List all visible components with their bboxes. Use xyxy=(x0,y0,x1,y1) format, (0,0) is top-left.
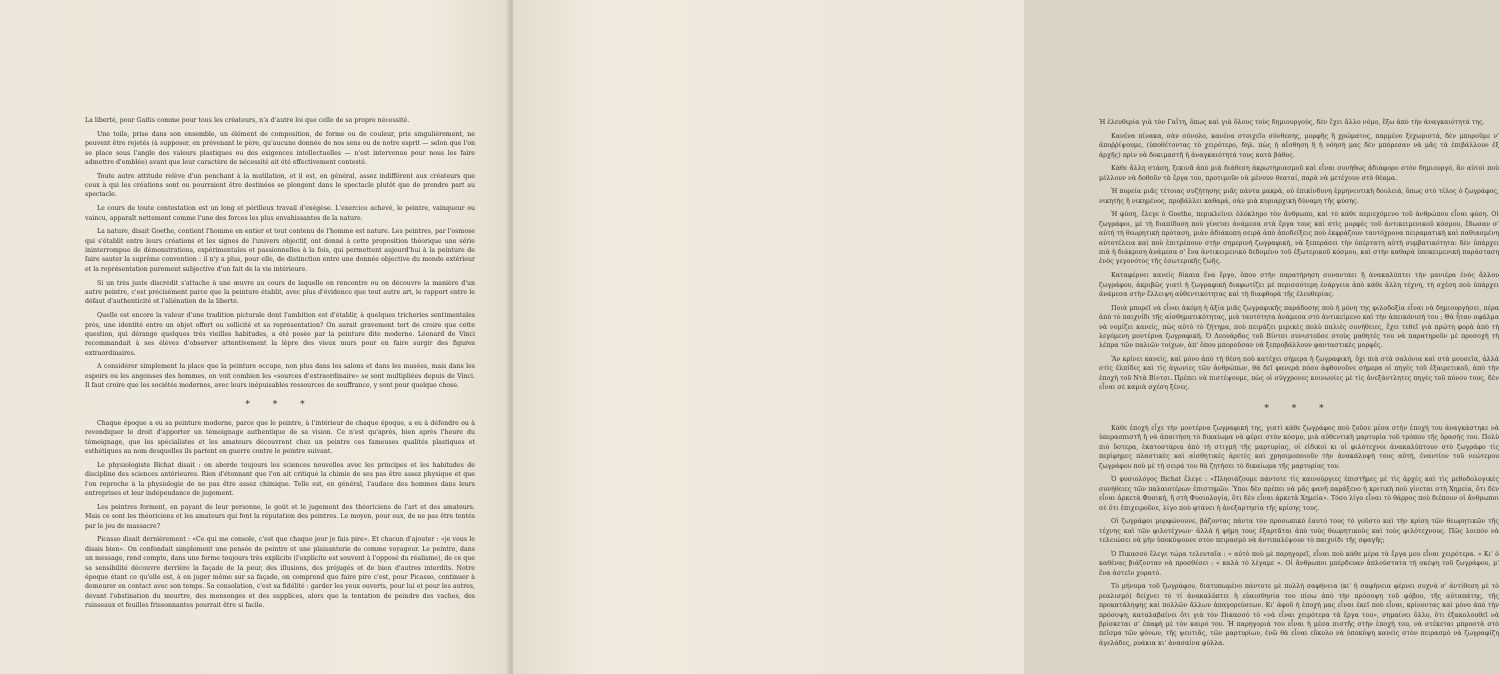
paragraph: Ἡ πορεία μιᾶς τέτοιας συζήτησης μιᾶς πάντα μακρὰ, οὐ ἐπικίνδυνη ἑρμηνευτικὴ δουλειά, ὅπως στὸ τέλος ὁ ζωγράφος, νικητὴς ἢ νικημένος, προβάλλει καθαρά, σὰν μιὰ κυριαρχικὴ δύναμη τῆς φύσης. xyxy=(1099,188,1499,205)
paragraph: Picasso disait dernièrement : «Ce qui me console, c'est que chaque jour je fais pire». Et chacun d'ajouter : «je vous le disais bien». On confondait simplement une pensée de peintre et une plaisanterie de comme voyageur. Le peintre, dans un message, rend compte, dans une forme toujours très explicite (l'explicite est souvent à l'opposé du réalisme), de ce que sa sensibilité découvre derrière la façade de la peur, des illusions, des préjugés et de bien d'autres interdits. Notre époque étant ce qu'elle est, à en juger même sur sa façade, on comprend que faire pire c'est, pour Picasso, continuer à demeurer en contact avec son temps. Sa consolation, c'est sa fidélité : garder les yeux ouverts, pour lui et pour les autres, devant l'obstination du meurtre, des mensonges et des supplices, alors que la tentation de peindre des vaches, des ruisseaux et feuilles frissonnantes pourrait être si facile. xyxy=(85,536,475,610)
paragraph: La liberté, pour Gaitis comme pour tous les créateurs, n'a d'autre loi que celle de sa propre nécessité. xyxy=(85,117,410,124)
paragraph: Ἂν κρίνει κανείς, καὶ μόνο ἀπὸ τὴ θέση ποὺ κατέχει σήμερα ἡ ζωγραφική, ὄχι πιὰ στὰ σαλόνια καὶ στὰ μουσεῖα, ἀλλὰ στὶς ἐλπίδες καὶ τὶς ἀγωνίες τῶν ἀνθρώπων, θὰ δεῖ φανερὰ πόσο ἀφθονοῦνε σήμερα οἱ πηγὲς τοῦ ἐξαιρετικοῦ, ἀπὸ τὴν ἐποχὴ τοῦ Ντὰ Βίντσι. Πρέπει νὰ πιστέψουμε, πὼς οἱ σύγχρονες κοινωνίες μὲ τὶς ἀνεξάντλητες πηγὲς τοῦ πόνου τους, δὲν εἶναι σὲ καμιὰ σχέση ξένες. xyxy=(1099,356,1499,392)
paragraph: Le physiologiste Bichat disait : on aborde toujours les sciences nouvelles avec les principes et les habitudes de discipline des sciences antérieures. Rien d'étonnant que l'on ait critiqué la chimie de ses pas être assez physique et que l'on reproche à la physiologie de ne pas être assez chimique. Telle est, en général, l'audace des hommes dans leurs entreprises et leur indépendance de jugement. xyxy=(85,461,475,498)
paragraph: Ποιὰ μπορεῖ νὰ εἶναι ἀκόμη ἡ ἀξία μιᾶς ζωγραφικῆς παράδοσης ποὺ ἡ μόνη της φιλοδοξία εἶναι νὰ δημιουργήσει, πέρα ἀπὸ τὸ παιχνίδι τῆς αἰσθηματικότητας, μιὰ ταυτότητα ἀνάμεσα στὸ ἀντικείμενο καὶ τὴν ἀπεικόνισή του ; Θὰ ἦταν σφάλμα νὰ νομίζει κανείς, πὼς αὐτὸ τὸ ζήτημα, ποὺ πειράζει μερικὲς πολὺ παλιὲς συνήθειες, ἔχει τεθεῖ γιὰ πρώτη φορὰ ἀπὸ τὴ λεγόμενη μοντέρνα ζωγραφική. Ὁ Λεονάρδος τοῦ Βίντσι συνιστοῦσε στοὺς μαθητές του νὰ παρατηροῦν μὲ προσοχὴ τὴ λέπρα τῶν παλιῶν τοίχων, ἀπ' ὅπου μποροῦσαν νὰ ξεπροβάλλουν φανταστικὲς μορφές. xyxy=(1099,304,1499,350)
section-divider: * * * xyxy=(245,399,315,410)
paragraph: Chaque époque a eu sa peinture moderne, parce que le peintre, à l'intérieur de chaque époque, a eu à défendre ou à revendiquer le droit d'apporter un témoignage authentique de sa vision. Ce n'est qu'après, bien après l'heure du témoignage, que les spécialistes et les amateurs découvrent chez un peintre ces fameuses qualités plastiques et esthétiques au nom desquelles ils partent en guerre contre le peintre suivant. xyxy=(85,420,475,456)
left-page xyxy=(0,0,511,674)
greek-text-column xyxy=(1099,118,1499,652)
section-divider: * * * xyxy=(1264,403,1334,414)
paragraph: Οἱ ζωγράφοι μορφώνουνε, βάζοντας πάντα τὸν προσωπικὸ ἑαυτό τους τὸ γοῦστο καὶ τὴν κρίση τῶν θεωρητικῶν τῆς τέχνης καὶ τῶν φιλοτέχνων· ἀλλὰ ἡ φήμη τους ἐξαρτᾶται ἀπὸ τοὺς θεωρητικοὺς καὶ τοὺς φιλότεχνους. Πῶς λοιπὸν νὰ τελειώσει νὰ μὴν ὑποκύψουνε στὸν πειρασμὸ νὰ ἀντιπαλέψουν τὸ παιχνίδι τῆς σφαγῆς; xyxy=(1099,518,1499,545)
paragraph: Si un très juste discrédit s'attache à une œuvre au cours de laquelle on rencontre ou on découvre la manière d'un autre peintre, c'est précisément parce que la peinture établit, avec plus d'évidence que tout autre art, le rapport entre le défaut d'authenticité et l'aliénation de la liberté. xyxy=(85,279,475,306)
paragraph: A considérer simplement la place que la peinture occupe, non plus dans les salons et dans les musées, mais dans les espoirs ou les angoisses des hommes, on voit combien les «sources d'extraordinaire» se sont multipliées depuis de Vinci. Il faut croire que les sociétés modernes, avec leurs inépuisables ressources de souffrance, y sont pour quelque chose. xyxy=(85,363,475,390)
paragraph: Ὁ φυσιολόγος Bichat ἔλεγε : «Πλησιάζουμε πάντοτε τὶς καινούργιες ἐπιστῆμες μὲ τὶς ἀρχὲς καὶ τὶς μεθοδολογικὲς συνήθειες τῶν παλαιοτέρων ἐπιστημῶν. Ὑποι δὲν πρέπει νὰ μᾶς φανῆ παράξενο ἡ κριτικὴ ποὺ γίνεται στὴ Χημεία, ὅτι δὲν εἶναι ἀρκετὰ Φυσική, ἢ στὴ Φυσιολογία, ὅτι δὲν εἶναι ἀρκετὰ Χημεία». Τόσο λίγο εἶναι τὸ θάρρος ποὺ διέπουν οἱ ἄνθρωποι σὲ ὅτι ἐπιχειροῦνε, λίγο ποὺ φτάνει ἡ ἀνεξαρτησία τῆς κρίσης τους. xyxy=(1099,476,1499,512)
paragraph: Κάθε ἐποχὴ εἶχε τὴν μοντέρνα ζωγραφική της, γιατὶ κάθε ζωγράφος ποὺ ζοῦσε μέσα στὴν ἐποχή του ἀναγκάστηκε νὰ ὑπερασπιστῆ ἢ νὰ ἀπαιτήση τὸ δικαίωμα νὰ φέρει στὸν κόσμο, μιὰ αὐθεντικὴ μαρτυρία τοῦ τρόπου τῆς ὅρασής του. Πολὺ πιὸ ὕστερα, ἐκατοστάρια ἀπὸ τὴ στιγμὴ τῆς μαρτυρίας, οἱ εἰδικοὶ κι οἱ φιλότεχνοι ἀνακαλύπτουν στὸ ζωγράφο τὶς περίφημες πλαστικὲς καὶ αἰσθητικὲς ἀρετὲς καὶ χρησιμοποιοῦν τὴν ἀνακάλυψή τους αὐτή, ἐναντίον τοῦ νεώτερου ζωγράφου ποὺ μὲ τὴ σειρά του θὰ ζητήσει τὸ δικαίωμα τῆς μαρτυρίας του. xyxy=(1099,425,1499,470)
paragraph: La nature, disait Goethe, contient l'homme en entier et tout contenu de l'homme est nature. Les peintres, par l'osmose qui s'établit entre leurs créations et les signes de l'univers objectif, ont donné à cette proposition théorique une série ininterrompue de démonstrations, expérimentales et passionnelles à la fois, qui permettent aujourd'hui à la peinture de faire sauter la suprême convention : il n'y a plus, pour elle, de distinction entre une donnée objective du monde extérieur et la représentation purement subjective d'un fait de la vie intérieure. xyxy=(85,228,475,273)
bleed-through-text xyxy=(20,26,36,61)
paragraph: Τὸ μήνυμα τοῦ ζωγράφου, διατυπωμένο πάντοτε μὲ πολλὴ σαφήνεια (κι' ἡ σαφήνεια φέρνει συχνὰ σ' ἀντίθεση μὲ τὸ ρεαλισμό) δείχνει τὸ τί ἀνακαλύπτει ἡ εὐαισθησία του πίσω ἀπὸ τὴν πρόσοψη τοῦ φόβου, τῆς αὐταπάτης, τῆς προκατάληψης καὶ πολλῶν ἄλλων ἀπαγορεύσεων. Κι' ἀφοῦ ἡ ἐποχή μας εἶναι ἐκεῖ ποὺ εἶναι, κρίνοντας καὶ μόνο ἀπὸ τὴν πρόσοψη, καταλαβαίνει ὅτι γιὰ τὸν Πικασσὸ τὸ «νὰ εἶναι χειρότερα τὰ ἔργα του», σημαίνει ὅλλο, ὅτι ἐξακολουθεῖ νὰ βρίσκεται σ' ἐπαφὴ μὲ τὸν καιρό του. Ἡ παρηγοριά του εἶναι ἡ μέσα πιστῆς στὴν ἐποχή του, νὰ στέκεται μπροστὰ στὸ πεῖσμα τῶν φόνων, τῆς ψευτιᾶς, τῶν μαρτυρίων, ἐνῶ θὰ εἶναι εὔκολο νὰ ὑποκύψη κανεὶς στὸν πειρασμὸ νὰ ζωγραφίζη ἀγελάδες, ρυάκια κι' ἀνασαίνα φύλλα. xyxy=(1099,583,1499,647)
right-page xyxy=(513,0,1499,674)
paragraph: Ὁ Πικασσὸ ἔλεγε τώρα τελευταῖα : « αὐτὸ ποὺ μὲ παρηγορεῖ, εἶναι ποὺ κάθε μέρα τὰ ἔργα μου εἶναι χειρότερα. » Κι' ὁ καθένας βιάζονταν νὰ προσθέσει : « καλὰ τὸ λέγαμε ». Οἱ ἄνθρωποι μπέρδευαν ἁπλούστατα τὴ σκέψη τοῦ ζωγράφου, μ' ἕνα ἀστεῖο χορατό. xyxy=(1099,550,1499,577)
paragraph: Une toile, prise dans son ensemble, un élément de composition, de forme ou de couleur, pris singulièrement, ne peuvent être rejetés (à supposer, en prévenant le père, qu'aucune donnée de nos sens ou de notre esprit — selon que l'on se place sous l'angle des valeurs plastiques ou des exigences intellectuelles — n'est intervenue pour nous les faire admettre d'emblée) avant que leur caractère de nécessité ait été effectivement contesté. xyxy=(85,130,475,166)
paragraph: Καταφέρνει κανεὶς δίκαια ἕνα ἔργο, ὅπου στὴν παρατήρηση συναντάει ἢ ἀνακαλύπτει τὴν μανιέρα ἑνὸς ἄλλου ζωγράφου, ἀκριβῶς γιατὶ ἡ ζωγραφικὴ διαφωτίζει μὲ περισσότερη ἐνάργεια ἀπὸ κάθε ἄλλη τέχνη, τὴ σχέση ποὺ ὑπάρχει ἀνάμεσα στὴν ἔλλειψη αὐθεντικότητας καὶ τὴ διαφθορὰ τῆς ἐλευθερίας. xyxy=(1099,272,1499,298)
paragraph: Le cours de toute contestation est un long et périlleux travail d'exégèse. L'exercice achevé, le peintre, vainqueur ou vaincu, apparaît nettement comme l'une des forces les plus envahissantes de la nature. xyxy=(85,205,475,222)
paragraph: Quelle est encore la valeur d'une tradition picturale dont l'ambition est d'établir, à quelques tricheries sentimentales près, une identité entre un objet offert ou sollicité et sa représentation? On aurait gravement tort de croire que cette question, qui dérange quelques très vieilles habitudes, a été posée par la peinture dite moderne. Léonard de Vinci recommandait à ses élèves d'observer attentivement la lèpre des vieux murs pour en faire surgir des figures extraordinaires. xyxy=(85,312,475,357)
paragraph: Les peintres forment, en payant de leur personne, le goût et le jugement des théoriciens de l'art et des amateurs. Mais ce sont les théoriciens et les amateurs qui font la réputation des peintres. Le moyen, pour eux, de ne pas être tentés par le jeu de massacre? xyxy=(85,503,475,530)
paragraph: Ἡ φύση, ἔλεγε ὁ Goethe, περικλείνει ὁλόκληρο τὸν ἄνθρωπο, καὶ τὸ κάθε περιεχόμενο τοῦ ἀνθρώπου εἶναι φύση. Οἱ ζωγράφοι, μὲ τὴ διαπίδυση ποὺ γίνεται ἀνάμεσα στὰ ἔργα τους καὶ στὶς μορφὲς τοῦ ἀντικειμενικοῦ κόσμου, ἔδωσαν σ' αὐτὴ τὴ θεωρητικὴ πρόταση, μιὰν ἀδιάκοπη σειρὰ ἀπὸ ἀποδείξεις ποὺ ἐκφράζουν ταυτόχρονα πειραματικὴ καὶ παθιασμένη αὐτοτέλεια καὶ ποὺ ἐπιτρέπουν στὴν σημερινὴ ζωγραφική, νὰ ξεπεράσει τὴν ὑπέρτατη αὐτὴ συμβατικότητα: δὲν ὑπάρχει πιὰ ἡ διάκριση ἀνάμεσα σ' ἕνα ἀντικειμενικὸ δεδομένο τοῦ ἐξωτερικοῦ κόσμου, καὶ στὴν καθαρὰ ὑποκειμενικὴ παράσταση ἑνὸς γεγονότος τῆς ἐσωτερικῆς ζωῆς. xyxy=(1099,211,1499,266)
paragraph: Ἡ ἐλευθερία γιὰ τὸν Γαΐτη, ὅπως καὶ γιὰ ὅλους τοὺς δημιουργούς, δὲν ἔχει ἄλλο νόμο, ἔξω ἀπὸ τὴν ἀναγκαιότητά της. xyxy=(1099,119,1485,126)
paragraph: Toute autre attitude relève d'un penchant à la mutilation, et il est, en général, assez indifférent aux créateurs que ceux à qui les créations sont ou pourraient être destinées se plongent dans le spectacle plutôt que de prendre part au spectacle. xyxy=(85,172,475,199)
paragraph: Κάθε ἄλλη στάση, ξεκινᾶ ἀπὸ μιὰ διάθεση ἀκρωτηριασμοῦ καὶ εἶναι συνήθως ἀδιάφορο στὸν δημιουργό, ἂν αὐτοὶ ποὺ μέλλουν νὰ δοθοῦν τὰ ἔργα του, προτιμοῦν νὰ μένουν θεαταί, παρὰ νὰ μετέχουν στὸ θέαμα. xyxy=(1099,165,1499,182)
french-text-column xyxy=(85,116,475,615)
paragraph: Κανένα πίνακα, σὰν σύνολο, κανένα στοιχεῖο σύνθεσης, μορφῆς ἢ χρώματος, παρμένο ξεχωριστά, δὲν μποροῦμε ν' ἀποῤῥίψουμε, (ὑποθέτοντας τὸ χειρότερο, δηλ. πὼς ἡ αἴσθηση ἢ ἡ νόησή μας δὲν μπόρεσαν νὰ μᾶς τὰ ἐπιβάλλουν ἐξ ἀρχῆς) πρὶν νὰ δοκιμαστῆ ἡ ἀναγκαιότητά τους κατὰ βάθος. xyxy=(1099,132,1499,159)
